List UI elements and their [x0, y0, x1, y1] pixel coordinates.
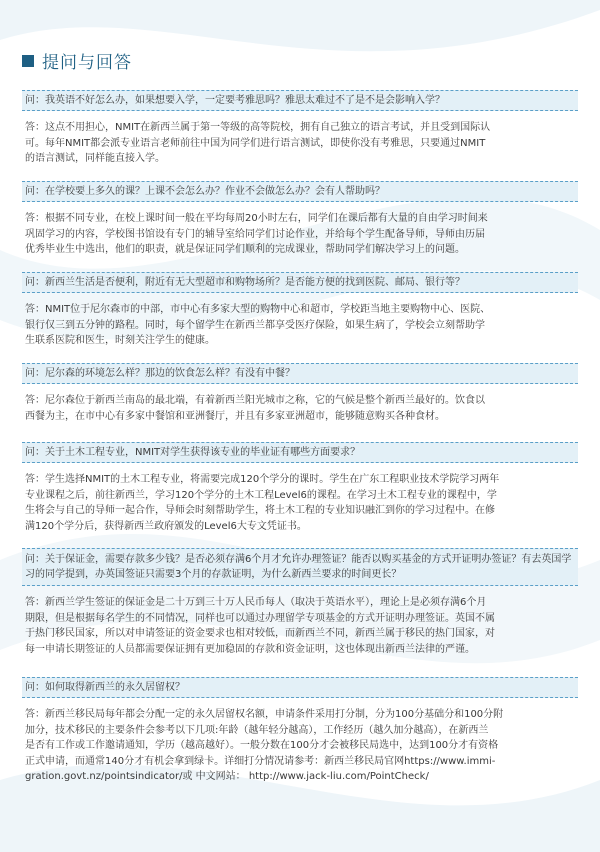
answer-line: gration.govt.nz/pointsindicator/或 中文网站： http://www.jack-liu.com/PointCheck/	[25, 771, 429, 782]
section-heading	[22, 48, 132, 73]
answer-line: 期限，但是根据每名学生的不同情况，同样也可以通过办理留学专项基金的方式开证明办理签证。英国不属	[25, 612, 495, 624]
qa-item	[22, 90, 578, 167]
answer	[22, 595, 578, 657]
answer-line: 答：这点不用担心，NMIT在新西兰属于第一等级的高等院校，拥有自己独立的语言考试，并且受到国际认	[25, 122, 491, 133]
qa-item	[22, 442, 578, 534]
answer-line: 答：新西兰移民局每年都会分配一定的永久居留权名额，申请条件采用打分制，分为100分基础分和100分附	[25, 709, 504, 720]
qa-item	[22, 181, 578, 258]
qa-item	[22, 548, 578, 657]
answer	[22, 302, 578, 349]
answer-line: 答：新西兰学生签证的保证金是二十万到三十万人民币每人（取决于英语水平），理论上是必须存满6个月	[25, 597, 487, 608]
answer	[22, 707, 578, 785]
answer-line: 满120个学分后，获得新西兰政府颁发的Level6大专文凭证书。	[25, 520, 307, 532]
question: 问：在学校要上多久的课？上课不会怎么办？作业不会做怎么办？会有人帮助吗？	[22, 181, 578, 202]
question: 问：如何取得新西兰的永久居留权？	[22, 677, 578, 698]
answer-line: 西餐为主，在市中心有多家中餐馆和亚洲餐厅，并且有多家亚洲超市，能够随意购买各种食材。	[25, 410, 445, 422]
question: 问：新西兰生活是否便利，附近有无大型超市和购物场所？是否能方便的找到医院、邮局、银行等？	[22, 272, 578, 293]
question: 问：关于保证金，需要存款多少钱？是否必须存满6个月才允许办理签证？能否以购买基金的方式开证明办签证？有去英国学习的同学提到，办英国签证只需要3个月的存款证明，为什么新西兰要求的时间更长？	[22, 548, 578, 586]
question: 问：我英语不好怎么办，如果想要入学，一定要考雅思吗？雅思太难过不了是不是会影响入学？	[22, 90, 578, 111]
answer-line: 生联系医院和医生，时刻关注学生的健康。	[25, 335, 215, 346]
answer-line: 生将会与自己的导师一起合作，导师会时刻帮助学生，将土木工程的专业知识融汇到你的学习过程中。在修	[25, 505, 495, 516]
answer	[22, 211, 578, 258]
answer-line: 答：根据不同专业，在校上课时间一般在平均每周20小时左右，同学们在课后都有大量的自由学习时间来	[25, 213, 488, 224]
answer	[22, 120, 578, 167]
question: 问：尼尔森的环境怎么样？那边的饮食怎么样？有没有中餐？	[22, 363, 578, 384]
answer-line: 的语言测试，同样能直接入学。	[25, 153, 165, 164]
answer-line: 答：学生选择NMIT的土木工程专业，将需要完成120个学分的课时。学生在广东工程职业技术学院学习两年	[25, 474, 500, 485]
section-title: 提问与回答	[42, 53, 132, 73]
answer-line: 每一申请长期签证的人员都需要保证拥有更加稳固的存款和资金证明，这也体现出新西兰法律的严谨。	[25, 643, 475, 655]
answer-line: 答：尼尔森位于新西兰南岛的最北端，有着新西兰阳光城市之称，它的气候是整个新西兰最好的。饮食以	[25, 395, 485, 406]
answer	[22, 472, 578, 534]
answer-line: 银行仅三到五分钟的路程。同时，每个留学生在新西兰都享受医疗保险，如果生病了，学校会立刻帮助学	[25, 319, 485, 331]
answer-line: 巩固学习的内容，学校图书馆设有专门的辅导室给同学们讨论作业，并给每个学生配备导师，导师由历届	[25, 228, 485, 240]
answer-line: 正式申请，而通常140分才有机会拿到绿卡。详细打分情况请参考：新西兰移民局官网https://www.immi-	[25, 755, 496, 767]
answer-line: 专业课程之后，前往新西兰，学习120个学分的土木工程Level6的课程。在学习土木工程专业的课程中，学	[25, 489, 497, 501]
answer	[22, 393, 578, 424]
qa-item	[22, 272, 578, 349]
answer-line: 加分，技术移民的主要条件会参考以下几项:年龄（越年轻分越高），工作经历（越久加分越高），在新西兰	[25, 724, 489, 736]
answer-line: 答：NMIT位于尼尔森市的中部，市中心有多家大型的购物中心和超市，学校距当地主要购物中心、医院、	[25, 304, 491, 315]
answer-line: 可。每年NMIT都会派专业语言老师前往中国为同学们进行语言测试，即使你没有考雅思，只要通过NMIT	[25, 137, 486, 149]
question: 问：关于土木工程专业，NMIT对学生获得该专业的毕业证有哪些方面要求？	[22, 442, 578, 463]
answer-line: 于热门移民国家，所以对申请签证的资金要求也相对较低，而新西兰不同，新西兰属于移民的热门国家，对	[25, 628, 495, 639]
answer-line: 是否有工作或工作邀请通知，学历（越高越好）。一般分数在100分才会被移民局选中，达到100分才有资格	[25, 740, 499, 751]
answer-line: 优秀毕业生中选出，他们的职责，就是保证同学们顺利的完成课业，帮助同学们解决学习上的问题。	[25, 244, 465, 255]
qa-item	[22, 363, 578, 424]
square-bullet-icon	[22, 55, 34, 67]
qa-item	[22, 677, 578, 785]
